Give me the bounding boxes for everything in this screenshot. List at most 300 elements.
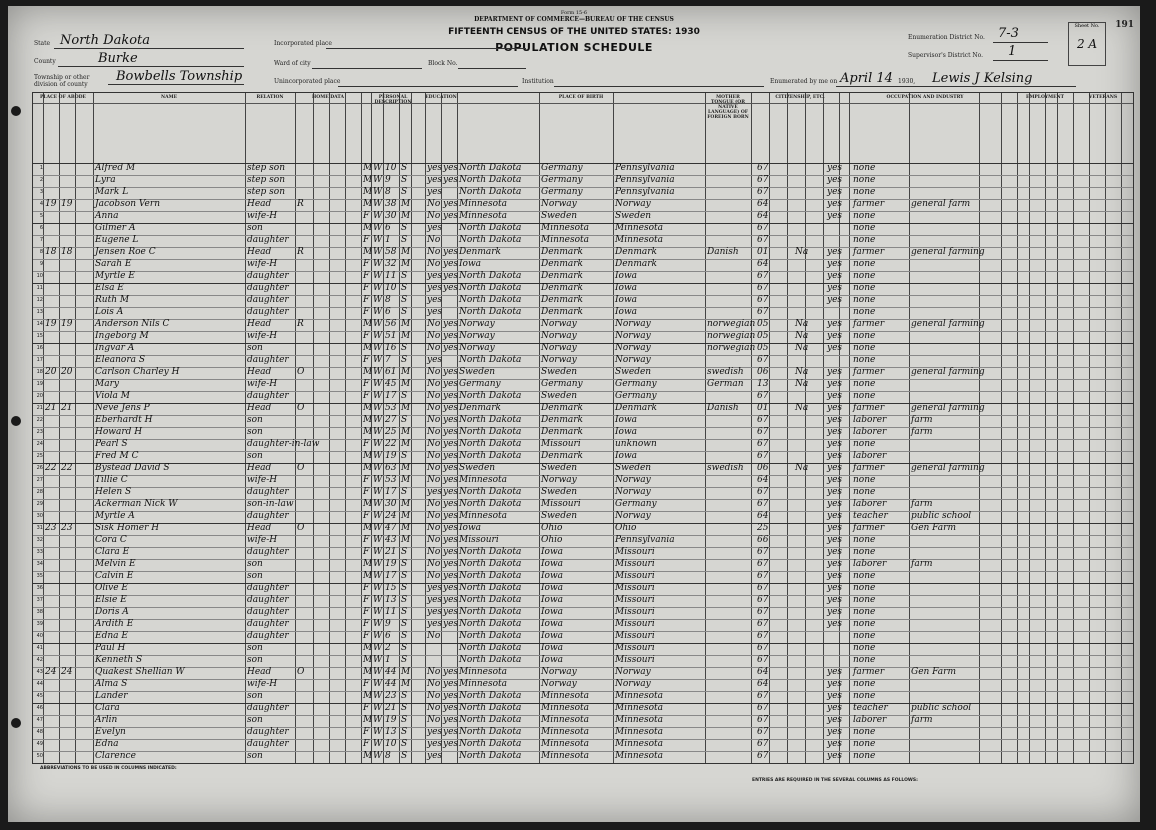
cell-rd: yes: [443, 511, 459, 521]
cell-fbp: Norway: [541, 475, 577, 485]
cell-mbp: Denmark: [615, 247, 657, 257]
cell-sex: M: [363, 343, 373, 353]
cell-rd: yes: [443, 199, 459, 209]
cell-rel: daughter: [247, 283, 289, 293]
cell-sch: No: [427, 463, 441, 473]
cell-rd: yes: [443, 499, 459, 509]
cell-rel: son: [247, 715, 263, 725]
cell-n: 29: [36, 501, 43, 507]
cell-rd: yes: [443, 475, 459, 485]
cell-eng: yes: [827, 583, 843, 593]
cell-age: 7: [385, 355, 391, 365]
cell-sch: yes: [427, 751, 443, 761]
cell-bp: North Dakota: [459, 487, 522, 497]
cell-rd: yes: [443, 571, 459, 581]
cell-occ: none: [853, 211, 876, 221]
cell-rel: daughter: [247, 355, 289, 365]
cell-occ: none: [853, 271, 876, 281]
cell-mbp: Minnesota: [615, 235, 664, 245]
cell-age: 1: [385, 655, 391, 665]
cell-age: 30: [385, 499, 397, 509]
cell-occ: none: [853, 571, 876, 581]
table-row: [33, 546, 1133, 558]
cell-own: R: [297, 247, 304, 257]
cell-name: Clara E: [95, 547, 130, 557]
table-row: [33, 186, 1133, 198]
cell-fbp: Iowa: [541, 547, 564, 557]
cell-age: 44: [385, 667, 397, 677]
cell-rel: step son: [247, 187, 286, 197]
cell-age: 9: [385, 619, 391, 629]
cell-ms: M: [401, 199, 411, 209]
cell-tongue: German: [707, 379, 744, 389]
cell-bp: North Dakota: [459, 235, 522, 245]
cell-mbp: Iowa: [615, 283, 638, 293]
enumerated-year: 1930,: [898, 78, 916, 85]
cell-fbp: Denmark: [541, 427, 583, 437]
cell-age: 25: [385, 427, 397, 437]
cell-rel: son: [247, 655, 263, 665]
cell-dw: 21: [45, 403, 57, 413]
cell-ms: S: [401, 571, 408, 581]
cell-age: 21: [385, 703, 397, 713]
table-row: [33, 198, 1133, 210]
cell-eng: yes: [827, 175, 843, 185]
cell-sch: No: [427, 343, 441, 353]
cell-eng: yes: [827, 511, 843, 521]
cell-fam: 24: [61, 667, 73, 677]
cell-age: 6: [385, 307, 391, 317]
cell-code: 67: [757, 391, 769, 401]
cell-race: W: [373, 511, 383, 521]
cell-age: 56: [385, 319, 397, 329]
cell-name: Tillie C: [95, 475, 128, 485]
cell-rd: yes: [443, 607, 459, 617]
cell-race: W: [373, 163, 383, 173]
cell-rel: wife-H: [247, 259, 278, 269]
cell-race: W: [373, 439, 383, 449]
cell-sch: No: [427, 559, 441, 569]
cell-mbp: unknown: [615, 439, 657, 449]
cell-fam: 23: [61, 523, 73, 533]
cell-occ: farmer: [853, 463, 885, 473]
cell-mbp: Minnesota: [615, 727, 664, 737]
cell-mbp: Missouri: [615, 655, 655, 665]
cell-eng: yes: [827, 403, 843, 413]
table-row: [33, 318, 1133, 330]
cell-name: Lander: [95, 691, 128, 701]
cell-n: 20: [36, 393, 43, 399]
cell-race: W: [373, 595, 383, 605]
cell-sex: F: [363, 619, 370, 629]
cell-own: R: [297, 199, 304, 209]
cell-race: W: [373, 187, 383, 197]
cell-race: W: [373, 343, 383, 353]
cell-eng: yes: [827, 199, 843, 209]
cell-eng: yes: [827, 499, 843, 509]
table-row: [33, 294, 1133, 306]
cell-mbp: Minnesota: [615, 223, 664, 233]
institution-label: Institution: [522, 78, 554, 85]
table-row: [33, 510, 1133, 522]
cell-name: Helen S: [95, 487, 132, 497]
cell-occ: teacher: [853, 511, 888, 521]
cell-eng: yes: [827, 415, 843, 425]
cell-n: 46: [36, 705, 43, 711]
cell-sch: No: [427, 259, 441, 269]
cell-cit: Na: [795, 463, 809, 473]
table-row: [33, 642, 1133, 654]
cell-fbp: Denmark: [541, 403, 583, 413]
cell-fbp: Norway: [541, 679, 577, 689]
cell-bp: Denmark: [459, 247, 501, 257]
cell-name: Pearl S: [95, 439, 128, 449]
cell-eng: yes: [827, 487, 843, 497]
cell-rel: Head: [247, 319, 272, 329]
cell-cit: Na: [795, 403, 809, 413]
cell-sex: F: [363, 307, 370, 317]
cell-ms: M: [401, 379, 411, 389]
cell-bp: North Dakota: [459, 427, 522, 437]
township-value: Bowbells Township: [116, 69, 243, 84]
cell-sch: yes: [427, 355, 443, 365]
cell-occ: none: [853, 583, 876, 593]
cell-fbp: Denmark: [541, 295, 583, 305]
cell-sch: No: [427, 439, 441, 449]
cell-code: 67: [757, 559, 769, 569]
cell-own: O: [297, 367, 305, 377]
cell-tongue: Danish: [707, 403, 739, 413]
cell-ms: M: [401, 535, 411, 545]
cell-bp: Minnesota: [459, 199, 508, 209]
cell-mbp: Missouri: [615, 619, 655, 629]
cell-race: W: [373, 703, 383, 713]
cell-fbp: Sweden: [541, 511, 578, 521]
cell-eng: yes: [827, 595, 843, 605]
cell-age: 23: [385, 691, 397, 701]
cell-fbp: Norway: [541, 199, 577, 209]
cell-code: 64: [757, 211, 769, 221]
cell-eng: yes: [827, 295, 843, 305]
column-group-header: MOTHER TONGUE (OR NATIVE LANGUAGE) OF FOREIGN BORN: [707, 95, 749, 120]
cell-ind: farm: [911, 499, 933, 509]
cell-eng: yes: [827, 439, 843, 449]
cell-n: 1: [39, 165, 43, 171]
cell-age: 8: [385, 187, 391, 197]
cell-rel: daughter: [247, 739, 289, 749]
cell-name: Calvin E: [95, 571, 134, 581]
cell-code: 67: [757, 427, 769, 437]
cell-rel: son: [247, 343, 263, 353]
cell-race: W: [373, 247, 383, 257]
table-row: [33, 366, 1133, 378]
cell-sex: M: [363, 499, 373, 509]
cell-rel: wife-H: [247, 331, 278, 341]
cell-fbp: Denmark: [541, 259, 583, 269]
cell-occ: farmer: [853, 667, 885, 677]
cell-name: Clarence: [95, 751, 136, 761]
column-group-header: PLACE OF BIRTH: [558, 95, 604, 100]
cell-bp: North Dakota: [459, 499, 522, 509]
cell-ind: farm: [911, 559, 933, 569]
cell-age: 19: [385, 451, 397, 461]
cell-mbp: Germany: [615, 499, 657, 509]
cell-n: 9: [39, 261, 43, 267]
cell-rel: daughter: [247, 607, 289, 617]
cell-sch: No: [427, 415, 441, 425]
cell-rd: yes: [443, 403, 459, 413]
cell-name: Mary: [95, 379, 119, 389]
cell-sex: M: [363, 319, 373, 329]
cell-race: W: [373, 751, 383, 761]
cell-n: 13: [36, 309, 43, 315]
cell-age: 38: [385, 199, 397, 209]
cell-code: 67: [757, 595, 769, 605]
cell-code: 13: [757, 379, 769, 389]
enumerated-label: Enumerated by me on: [770, 78, 838, 85]
cell-sch: No: [427, 523, 441, 533]
cell-n: 49: [36, 741, 43, 747]
cell-race: W: [373, 259, 383, 269]
cell-occ: none: [853, 391, 876, 401]
cell-race: W: [373, 499, 383, 509]
cell-own: O: [297, 523, 305, 533]
cell-rel: son: [247, 415, 263, 425]
cell-bp: North Dakota: [459, 307, 522, 317]
cell-name: Kenneth S: [95, 655, 143, 665]
cell-rel: son: [247, 691, 263, 701]
cell-dw: 23: [45, 523, 57, 533]
cell-fam: 19: [61, 199, 73, 209]
cell-name: Elsie E: [95, 595, 127, 605]
cell-name: Eberhardt H: [95, 415, 153, 425]
cell-rel: Head: [247, 403, 272, 413]
cell-fbp: Minnesota: [541, 235, 590, 245]
cell-mbp: Norway: [615, 199, 651, 209]
cell-code: 67: [757, 187, 769, 197]
cell-fam: 22: [61, 463, 73, 473]
cell-race: W: [373, 211, 383, 221]
cell-sex: F: [363, 259, 370, 269]
cell-sex: M: [363, 163, 373, 173]
cell-mbp: Norway: [615, 679, 651, 689]
cell-sch: No: [427, 211, 441, 221]
cell-sex: M: [363, 571, 373, 581]
column-group-header: CITIZENSHIP, ETC.: [775, 95, 825, 100]
cell-n: 14: [36, 321, 43, 327]
cell-mbp: Missouri: [615, 571, 655, 581]
cell-tongue: norwegian: [707, 319, 756, 329]
cell-rd: yes: [443, 259, 459, 269]
county-value: Burke: [98, 51, 138, 66]
cell-mbp: Norway: [615, 331, 651, 341]
column-group-header: PLACE OF ABODE: [40, 95, 86, 100]
cell-race: W: [373, 583, 383, 593]
cell-ms: S: [401, 175, 408, 185]
cell-eng: yes: [827, 451, 843, 461]
cell-code: 06: [757, 367, 769, 377]
cell-sex: F: [363, 391, 370, 401]
cell-mbp: Norway: [615, 475, 651, 485]
table-row: [33, 414, 1133, 426]
cell-rd: yes: [443, 391, 459, 401]
cell-age: 51: [385, 331, 397, 341]
cell-fbp: Germany: [541, 187, 583, 197]
cell-age: 8: [385, 751, 391, 761]
cell-sex: M: [363, 427, 373, 437]
cell-race: W: [373, 235, 383, 245]
cell-age: 32: [385, 259, 397, 269]
cell-sex: M: [363, 451, 373, 461]
cell-ms: M: [401, 427, 411, 437]
cell-n: 21: [36, 405, 43, 411]
table-row: [33, 450, 1133, 462]
cell-eng: yes: [827, 571, 843, 581]
cell-rel: Head: [247, 199, 272, 209]
cell-n: 11: [36, 285, 43, 291]
cell-age: 19: [385, 559, 397, 569]
cell-code: 67: [757, 703, 769, 713]
cell-mbp: Missouri: [615, 595, 655, 605]
table-row: [33, 654, 1133, 666]
cell-ms: S: [401, 631, 408, 641]
cell-occ: none: [853, 283, 876, 293]
cell-own: O: [297, 463, 305, 473]
cell-sch: yes: [427, 595, 443, 605]
cell-ms: S: [401, 691, 408, 701]
cell-eng: yes: [827, 211, 843, 221]
sheet-value: 2 A: [1076, 37, 1098, 51]
cell-race: W: [373, 199, 383, 209]
cell-name: Lyra: [95, 175, 116, 185]
cell-code: 67: [757, 571, 769, 581]
cell-ms: S: [401, 283, 408, 293]
cell-age: 10: [385, 283, 397, 293]
cell-name: Howard H: [95, 427, 143, 437]
cell-fbp: Germany: [541, 175, 583, 185]
cell-bp: North Dakota: [459, 607, 522, 617]
cell-n: 33: [36, 549, 43, 555]
cell-sex: M: [363, 691, 373, 701]
cell-race: W: [373, 571, 383, 581]
cell-rel: daughter: [247, 583, 289, 593]
cell-eng: yes: [827, 559, 843, 569]
table-row: [33, 246, 1133, 258]
sheet-label: Sheet No.: [1074, 23, 1100, 29]
cell-mbp: Norway: [615, 319, 651, 329]
cell-ms: M: [401, 679, 411, 689]
cell-ind: general farming: [911, 403, 985, 413]
cell-bp: Minnesota: [459, 679, 508, 689]
cell-n: 36: [36, 585, 43, 591]
cell-sex: M: [363, 367, 373, 377]
cell-race: W: [373, 223, 383, 233]
cell-race: W: [373, 283, 383, 293]
cell-rd: yes: [443, 487, 459, 497]
table-row: [33, 222, 1133, 234]
cell-bp: Missouri: [459, 535, 499, 545]
cell-age: 1: [385, 235, 391, 245]
cell-occ: none: [853, 379, 876, 389]
cell-race: W: [373, 367, 383, 377]
cell-race: W: [373, 331, 383, 341]
cell-n: 48: [36, 729, 43, 735]
table-row: [33, 486, 1133, 498]
table-row: [33, 690, 1133, 702]
cell-sex: F: [363, 355, 370, 365]
sheet-number-box: [1068, 22, 1106, 66]
cell-n: 47: [36, 717, 43, 723]
cell-dw: 20: [45, 367, 57, 377]
cell-sex: M: [363, 187, 373, 197]
cell-race: W: [373, 523, 383, 533]
cell-ms: M: [401, 247, 411, 257]
cell-code: 64: [757, 199, 769, 209]
cell-fbp: Sweden: [541, 211, 578, 221]
table-row: [33, 162, 1133, 174]
cell-code: 67: [757, 271, 769, 281]
cell-bp: North Dakota: [459, 451, 522, 461]
cell-rel: Head: [247, 523, 272, 533]
cell-name: Anna: [95, 211, 119, 221]
cell-age: 47: [385, 523, 397, 533]
cell-bp: Minnesota: [459, 211, 508, 221]
cell-ms: S: [401, 271, 408, 281]
cell-code: 25: [757, 523, 769, 533]
cell-name: Ackerman Nick W: [95, 499, 178, 509]
cell-code: 67: [757, 643, 769, 653]
cell-fbp: Sweden: [541, 487, 578, 497]
cell-name: Cora C: [95, 535, 127, 545]
table-row: [33, 306, 1133, 318]
cell-rel: step son: [247, 175, 286, 185]
cell-bp: North Dakota: [459, 643, 522, 653]
cell-mbp: Pennsylvania: [615, 163, 675, 173]
cell-age: 58: [385, 247, 397, 257]
cell-bp: Iowa: [459, 523, 482, 533]
cell-mbp: Norway: [615, 487, 651, 497]
cell-sch: No: [427, 367, 441, 377]
cell-n: 12: [36, 297, 43, 303]
cell-code: 67: [757, 283, 769, 293]
cell-name: Bystead David S: [95, 463, 170, 473]
cell-bp: North Dakota: [459, 547, 522, 557]
cell-mbp: Missouri: [615, 583, 655, 593]
cell-fbp: Missouri: [541, 439, 581, 449]
cell-ms: S: [401, 619, 408, 629]
cell-sex: M: [363, 643, 373, 653]
cell-age: 17: [385, 571, 397, 581]
cell-mbp: Sweden: [615, 211, 652, 221]
cell-age: 13: [385, 727, 397, 737]
cell-sch: yes: [427, 739, 443, 749]
cell-occ: laborer: [853, 451, 887, 461]
cell-mbp: Denmark: [615, 403, 657, 413]
cell-age: 8: [385, 295, 391, 305]
cell-eng: yes: [827, 391, 843, 401]
cell-code: 67: [757, 307, 769, 317]
cell-rel: step son: [247, 163, 286, 173]
township-label: Township or other division of county: [34, 74, 90, 88]
state-label: State: [34, 40, 51, 47]
cell-name: Gilmer A: [95, 223, 136, 233]
cell-mbp: Iowa: [615, 307, 638, 317]
cell-fbp: Ohio: [541, 535, 563, 545]
cell-sex: M: [363, 559, 373, 569]
cell-fbp: Sweden: [541, 367, 578, 377]
cell-eng: yes: [827, 607, 843, 617]
cell-code: 67: [757, 451, 769, 461]
